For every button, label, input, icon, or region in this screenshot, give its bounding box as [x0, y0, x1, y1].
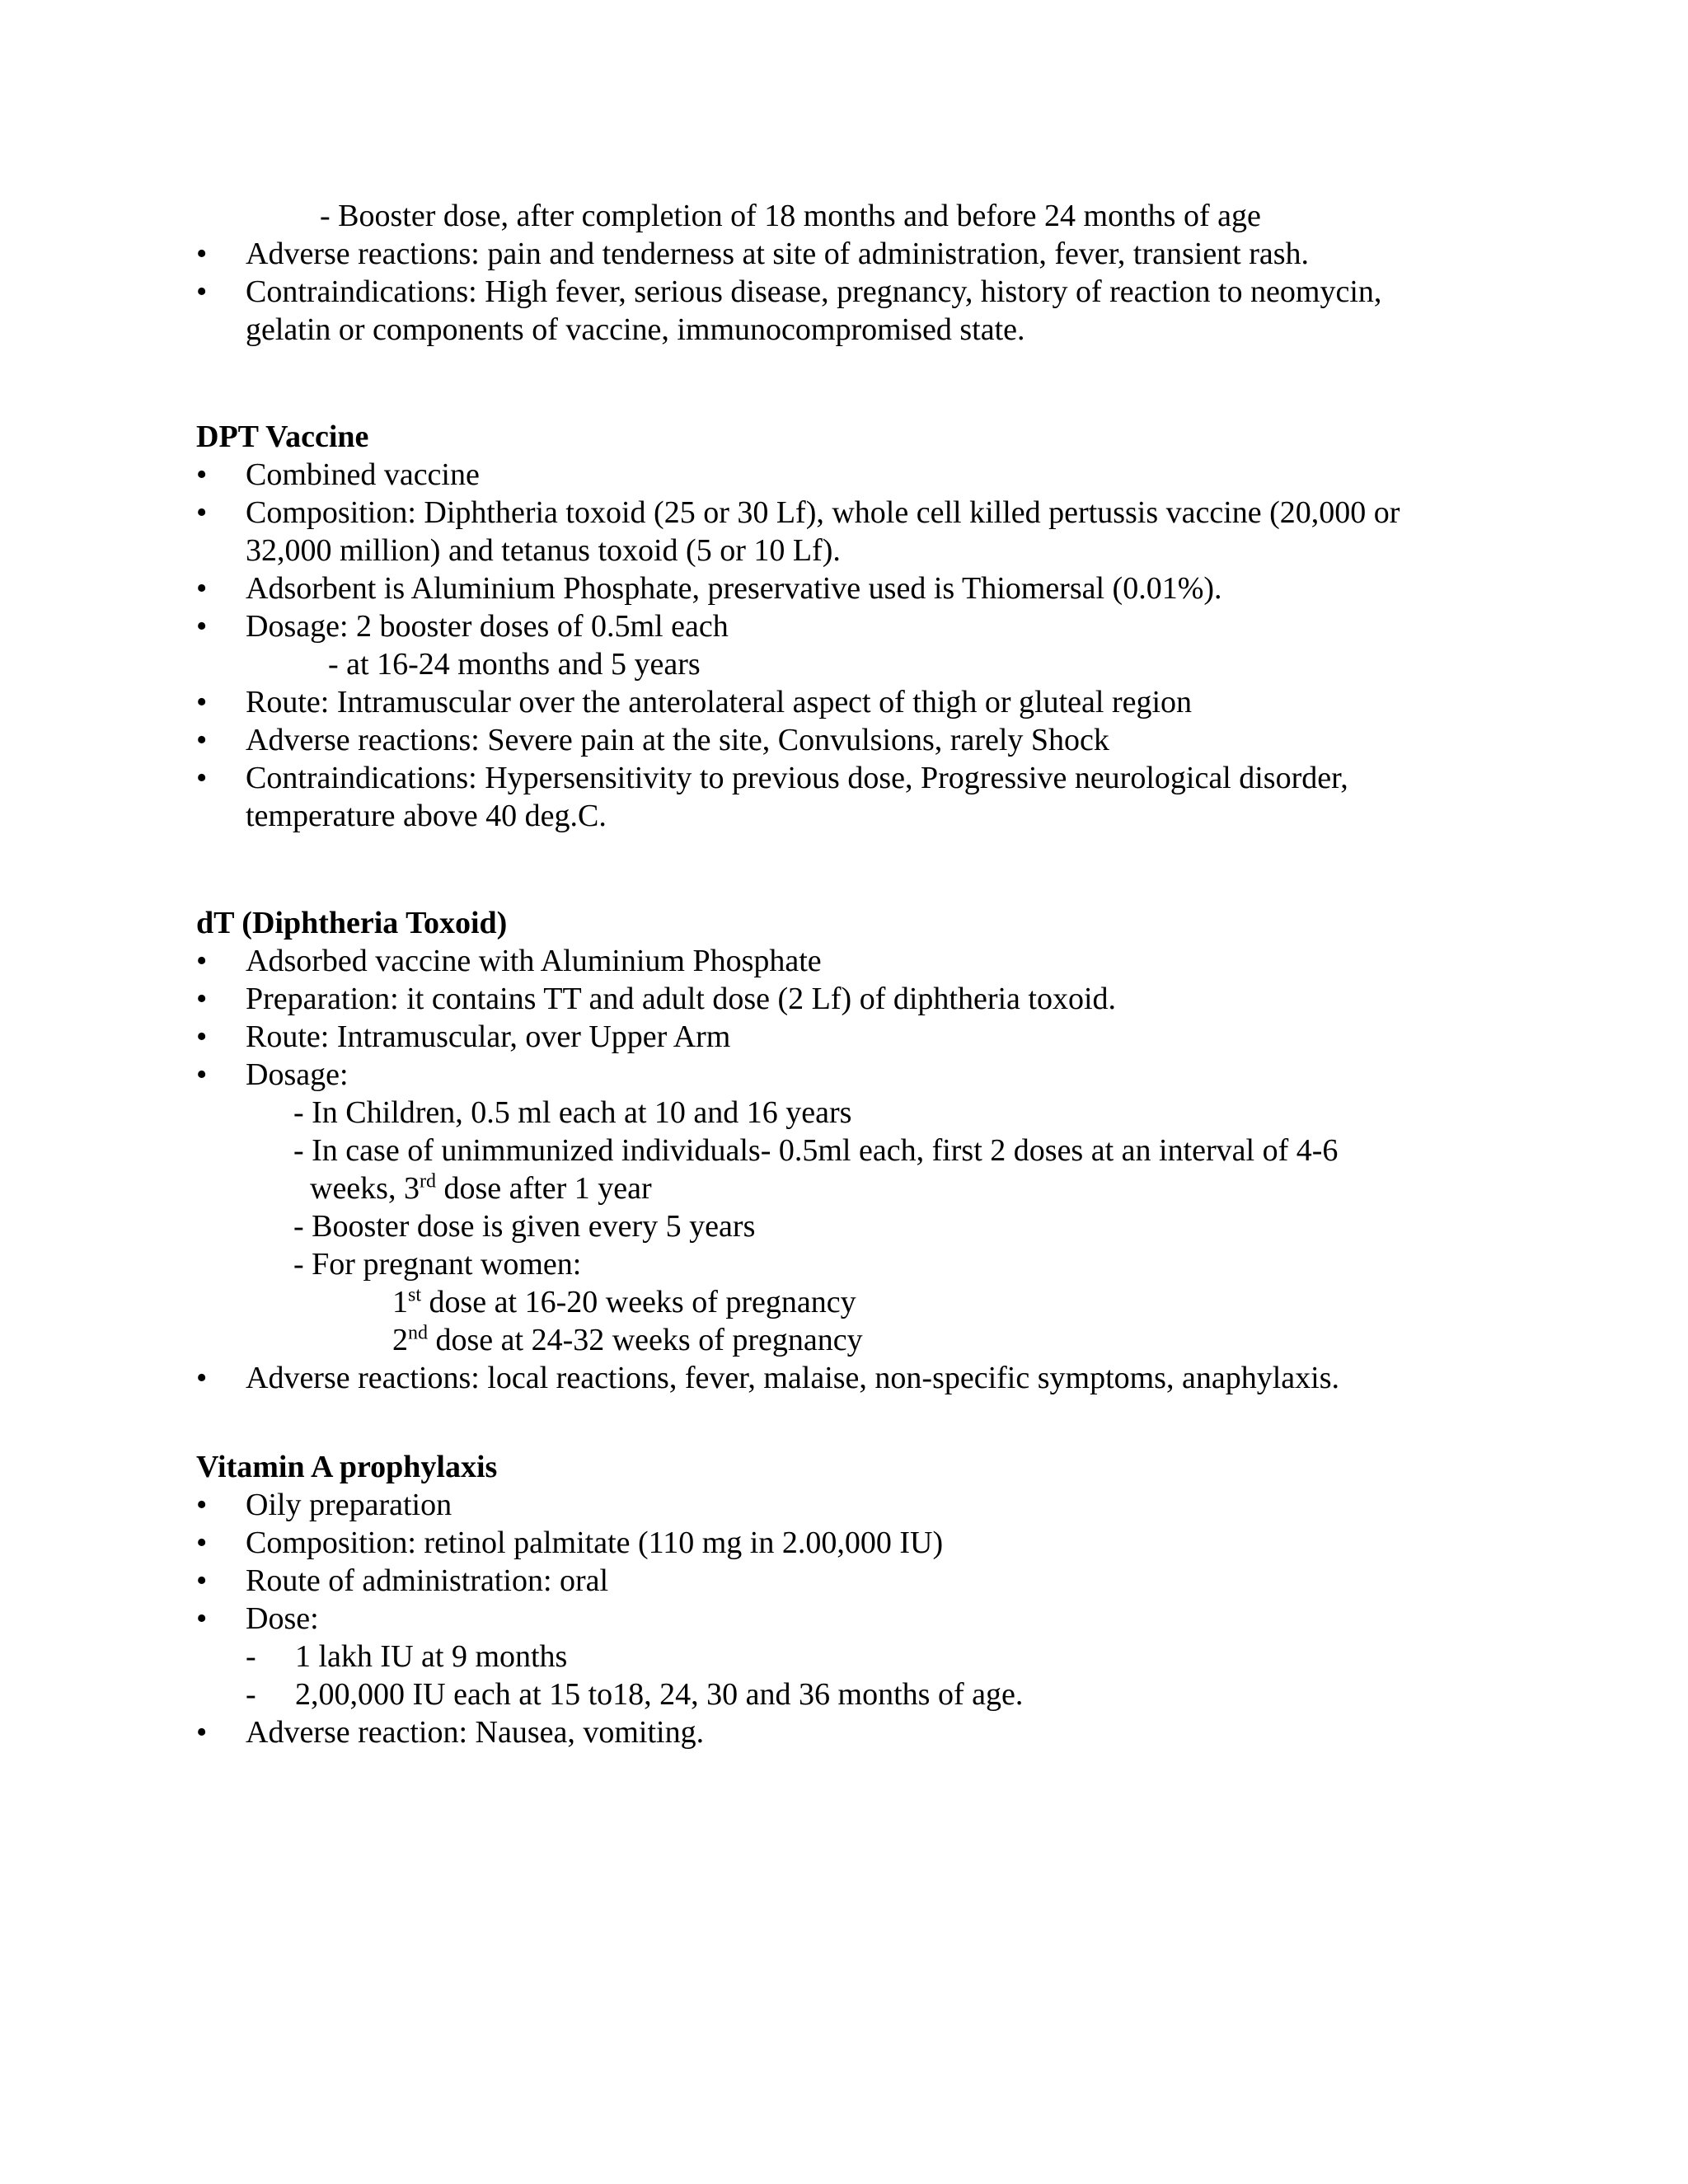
dpt-dosage-sub: - at 16-24 months and 5 years [328, 647, 701, 682]
booster-dose-line: - Booster dose, after completion of 18 months and before 24 months of age [320, 199, 1261, 233]
dt-route: Route: Intramuscular, over Upper Arm [246, 1019, 731, 1054]
dt-first-dose-number: 1 [392, 1285, 408, 1319]
vita-route: Route of administration: oral [246, 1563, 609, 1598]
bullet: • [196, 1361, 208, 1395]
dt-booster: - Booster dose is given every 5 years [293, 1209, 756, 1244]
vita-oily: Oily preparation [246, 1488, 452, 1522]
intro-contraindications-line-1: Contraindications: High fever, serious disease, pregnancy, history of reaction to neomycin, [246, 274, 1382, 309]
intro-adverse-reactions: Adverse reactions: pain and tenderness at site of administration, fever, transient rash. [246, 237, 1310, 271]
vita-dose: Dose: [246, 1601, 319, 1636]
dash: - [246, 1639, 256, 1674]
dt-first-dose [392, 1283, 856, 1321]
bullet: • [196, 495, 208, 530]
dt-second-dose-number: 2 [392, 1323, 408, 1357]
dpt-route: Route: Intramuscular over the anterolateral aspect of thigh or gluteal region [246, 685, 1193, 719]
bullet: • [196, 457, 208, 492]
dt-dosage: Dosage: [246, 1057, 349, 1092]
dash: - [246, 1677, 256, 1712]
dt-first-dose-text: dose at 16-20 weeks of pregnancy [421, 1285, 856, 1319]
dt-pregnant-women: - For pregnant women: [293, 1247, 582, 1282]
bullet: • [196, 944, 208, 978]
dpt-combined: Combined vaccine [246, 457, 480, 492]
dpt-composition-line-2: 32,000 million) and tetanus toxoid (5 or 10 Lf). [246, 533, 841, 568]
dt-children: - In Children, 0.5 ml each at 10 and 16 years [293, 1095, 852, 1130]
bullet: • [196, 723, 208, 757]
dpt-composition-line-1: Composition: Diphtheria toxoid (25 or 30 Lf), whole cell killed pertussis vaccine (20,000 or [246, 495, 1400, 530]
dt-second-dose [392, 1321, 863, 1359]
dpt-heading: DPT Vaccine [196, 419, 369, 454]
dt-heading: dT (Diphtheria Toxoid) [196, 906, 508, 940]
dt-adverse-reactions: Adverse reactions: local reactions, fever, malaise, non-specific symptoms, anaphylaxis. [246, 1361, 1339, 1395]
dt-preparation: Preparation: it contains TT and adult dose (2 Lf) of diphtheria toxoid. [246, 982, 1117, 1016]
dpt-adsorbent: Adsorbent is Aluminium Phosphate, preservative used is Thiomersal (0.01%). [246, 571, 1222, 606]
bullet: • [196, 571, 208, 606]
dpt-adverse-reactions: Adverse reactions: Severe pain at the site, Convulsions, rarely Shock [246, 723, 1109, 757]
bullet: • [196, 1057, 208, 1092]
ordinal-suffix: nd [408, 1322, 428, 1344]
vita-composition: Composition: retinol palmitate (110 mg in 2.00,000 IU) [246, 1526, 944, 1560]
bullet: • [196, 982, 208, 1016]
bullet: • [196, 609, 208, 644]
dt-second-dose-text: dose at 24-32 weeks of pregnancy [428, 1323, 863, 1357]
ordinal-suffix: rd [419, 1170, 436, 1193]
ordinal-suffix: st [408, 1284, 422, 1306]
bullet: • [196, 274, 208, 309]
bullet: • [196, 1715, 208, 1750]
bullet: • [196, 761, 208, 795]
intro-contraindications-line-2: gelatin or components of vaccine, immunocompromised state. [246, 312, 1025, 347]
dt-unimmunized-text: weeks, 3 [310, 1171, 420, 1206]
dt-unimmunized-text-end: dose after 1 year [435, 1171, 652, 1206]
bullet: • [196, 237, 208, 271]
vita-adverse-reaction: Adverse reaction: Nausea, vomiting. [246, 1715, 705, 1750]
bullet: • [196, 1488, 208, 1522]
bullet: • [196, 1563, 208, 1598]
dpt-contraindications-line-1: Contraindications: Hypersensitivity to previous dose, Progressive neurological disorder, [246, 761, 1348, 795]
vita-heading: Vitamin A prophylaxis [196, 1450, 498, 1484]
dpt-contraindications-line-2: temperature above 40 deg.C. [246, 799, 607, 833]
bullet: • [196, 1526, 208, 1560]
vita-dose-2: 2,00,000 IU each at 15 to18, 24, 30 and 36 months of age. [295, 1677, 1024, 1712]
bullet: • [196, 1019, 208, 1054]
dt-unimmunized-line-1: - In case of unimmunized individuals- 0.5ml each, first 2 doses at an interval of 4-6 [293, 1133, 1339, 1168]
bullet: • [196, 1601, 208, 1636]
vita-dose-1: 1 lakh IU at 9 months [295, 1639, 568, 1674]
dt-adsorbed: Adsorbed vaccine with Aluminium Phosphate [246, 944, 822, 978]
bullet: • [196, 685, 208, 719]
dt-unimmunized-line-2 [310, 1169, 652, 1207]
dpt-dosage: Dosage: 2 booster doses of 0.5ml each [246, 609, 729, 644]
